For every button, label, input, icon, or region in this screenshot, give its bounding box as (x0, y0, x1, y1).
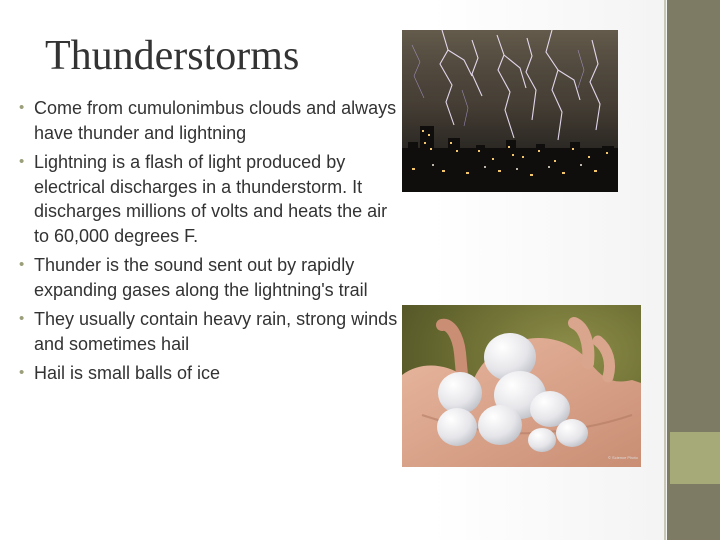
bullet-item (16, 361, 404, 386)
bullet-item (16, 307, 404, 356)
bullet-icon: • (19, 153, 25, 170)
bullet-item (16, 150, 404, 248)
hail-illustration (402, 305, 641, 467)
bullet-text: Come from cumulonimbus clouds and always have thunder and lightning (34, 98, 397, 143)
bullet-text: They usually contain heavy rain, strong winds and sometimes hail (34, 309, 398, 354)
sidebar-divider-line (664, 0, 666, 540)
bullet-text: Hail is small balls of ice (34, 363, 221, 383)
lightning-illustration (402, 30, 618, 192)
bullet-text: Lightning is a flash of light produced by electrical discharges in a thunderstorm. It discharges millions of volts and heats the air to 60,000 degrees F. (34, 152, 388, 246)
bullet-icon: • (19, 310, 25, 327)
bullet-icon: • (19, 256, 25, 273)
bullet-list (16, 96, 404, 391)
slide-title: Thunderstorms (45, 33, 300, 79)
bullet-text: Thunder is the sound sent out by rapidly expanding gases along the lightning's trail (34, 255, 368, 300)
bullet-item (16, 96, 404, 145)
bullet-item (16, 253, 404, 302)
sidebar-accent-block (670, 432, 720, 484)
lightning-photo (402, 30, 618, 192)
bullet-icon: • (19, 364, 25, 381)
hail-photo (402, 305, 641, 467)
bullet-icon: • (19, 99, 25, 116)
photo-credit: © Science Photo (608, 455, 638, 460)
